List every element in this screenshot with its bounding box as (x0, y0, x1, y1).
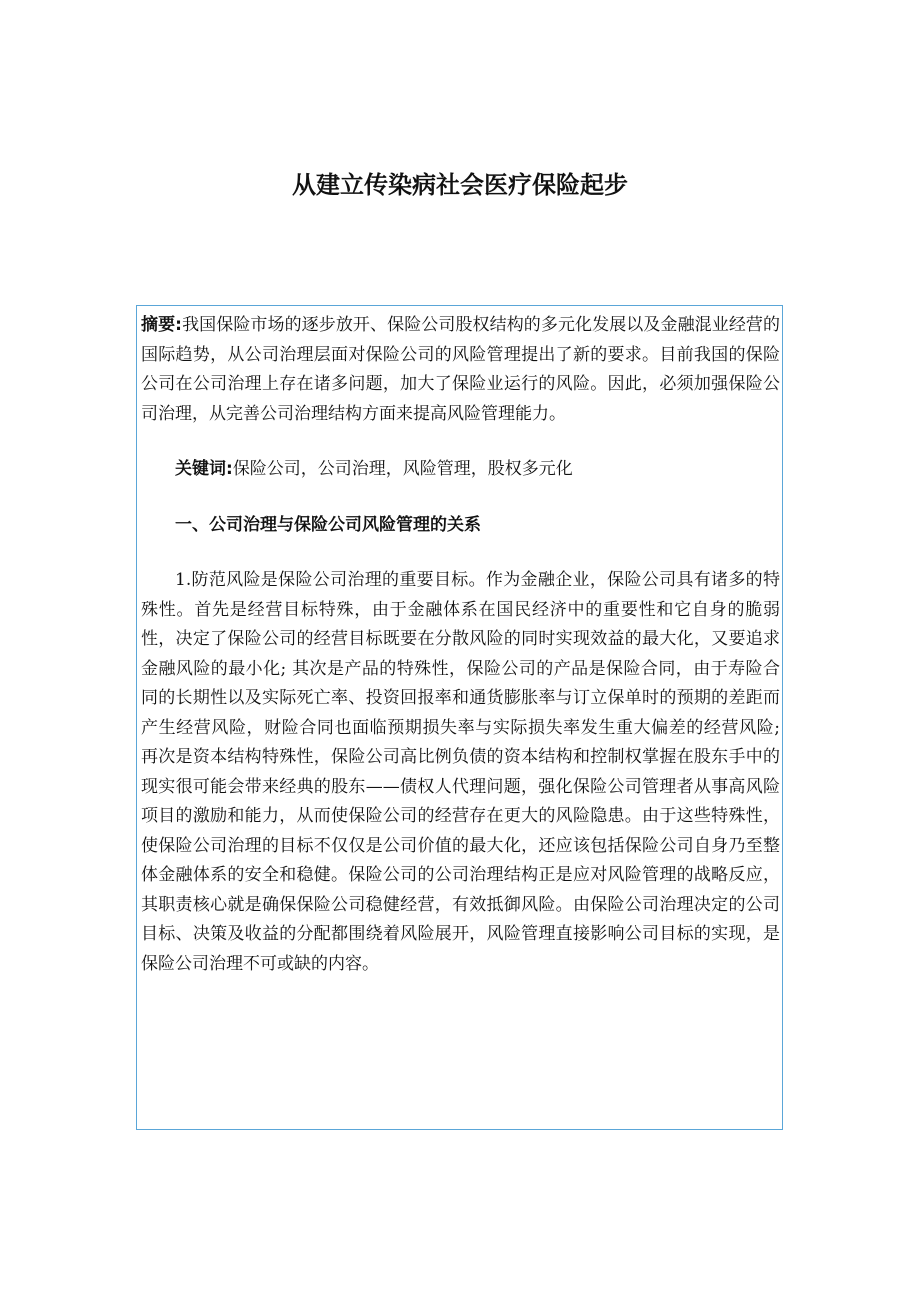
document-title: 从建立传染病社会医疗保险起步 (292, 171, 628, 199)
abstract-text: 我国保险市场的逐步放开、保险公司股权结构的多元化发展以及金融混业经营的国际趋势，从公司治理层面对保险公司的风险管理提出了新的要求。目前我国的保险公司在公司治理上存在诸多问题，加大了保险业运行的风险。因此，必须加强保险公司治理，从完善公司治理结构方面来提高风险管理能力。 (141, 315, 780, 424)
keywords-label: 关键词: (175, 459, 233, 479)
content-box (136, 305, 783, 1130)
abstract-label: 摘要: (141, 315, 182, 335)
abstract-paragraph (141, 311, 780, 429)
keywords-text: 保险公司，公司治理，风险管理，股权多元化 (232, 459, 573, 479)
section-heading: 一、公司治理与保险公司风险管理的关系 (175, 514, 481, 535)
keywords-paragraph (141, 455, 780, 485)
body-paragraph: 1.防范风险是保险公司治理的重要目标。作为金融企业，保险公司具有诸多的特殊性。首先是经营目标特殊，由于金融体系在国民经济中的重要性和它自身的脆弱性，决定了保险公司的经营目标既要在分散风险的同时实现效益的最大化，又要追求金融风险的最小化; 其次是产品的特殊性，保险公司的产品是保险合同，由于寿险合同的长期性以及实际死亡率、投资回报率和通货膨胀率与订立保单时的预期的差距而产生经营风险，财险合同也面临预期损失率与实际损失率发生重大偏差的经营风险; 再次是资本结构特殊性，保险公司高比例负债的资本结构和控制权掌握在股东手中的现实很可能会带来经典的股东——债权人代理问题，强化保险公司管理者从事高风险项目的激励和能力，从而使保险公司的经营存在更大的风险隐患。由于这些特殊性，使保险公司治理的目标不仅仅是公司价值的最大化，还应该包括保险公司自身乃至整体金融体系的安全和稳健。保险公司的公司治理结构正是应对风险管理的战略反应，其职责核心就是确保保险公司稳健经营，有效抵御风险。由保险公司治理决定的公司目标、决策及收益的分配都围绕着风险展开，风险管理直接影响公司目标的实现，是保险公司治理不可或缺的内容。 (141, 570, 780, 974)
